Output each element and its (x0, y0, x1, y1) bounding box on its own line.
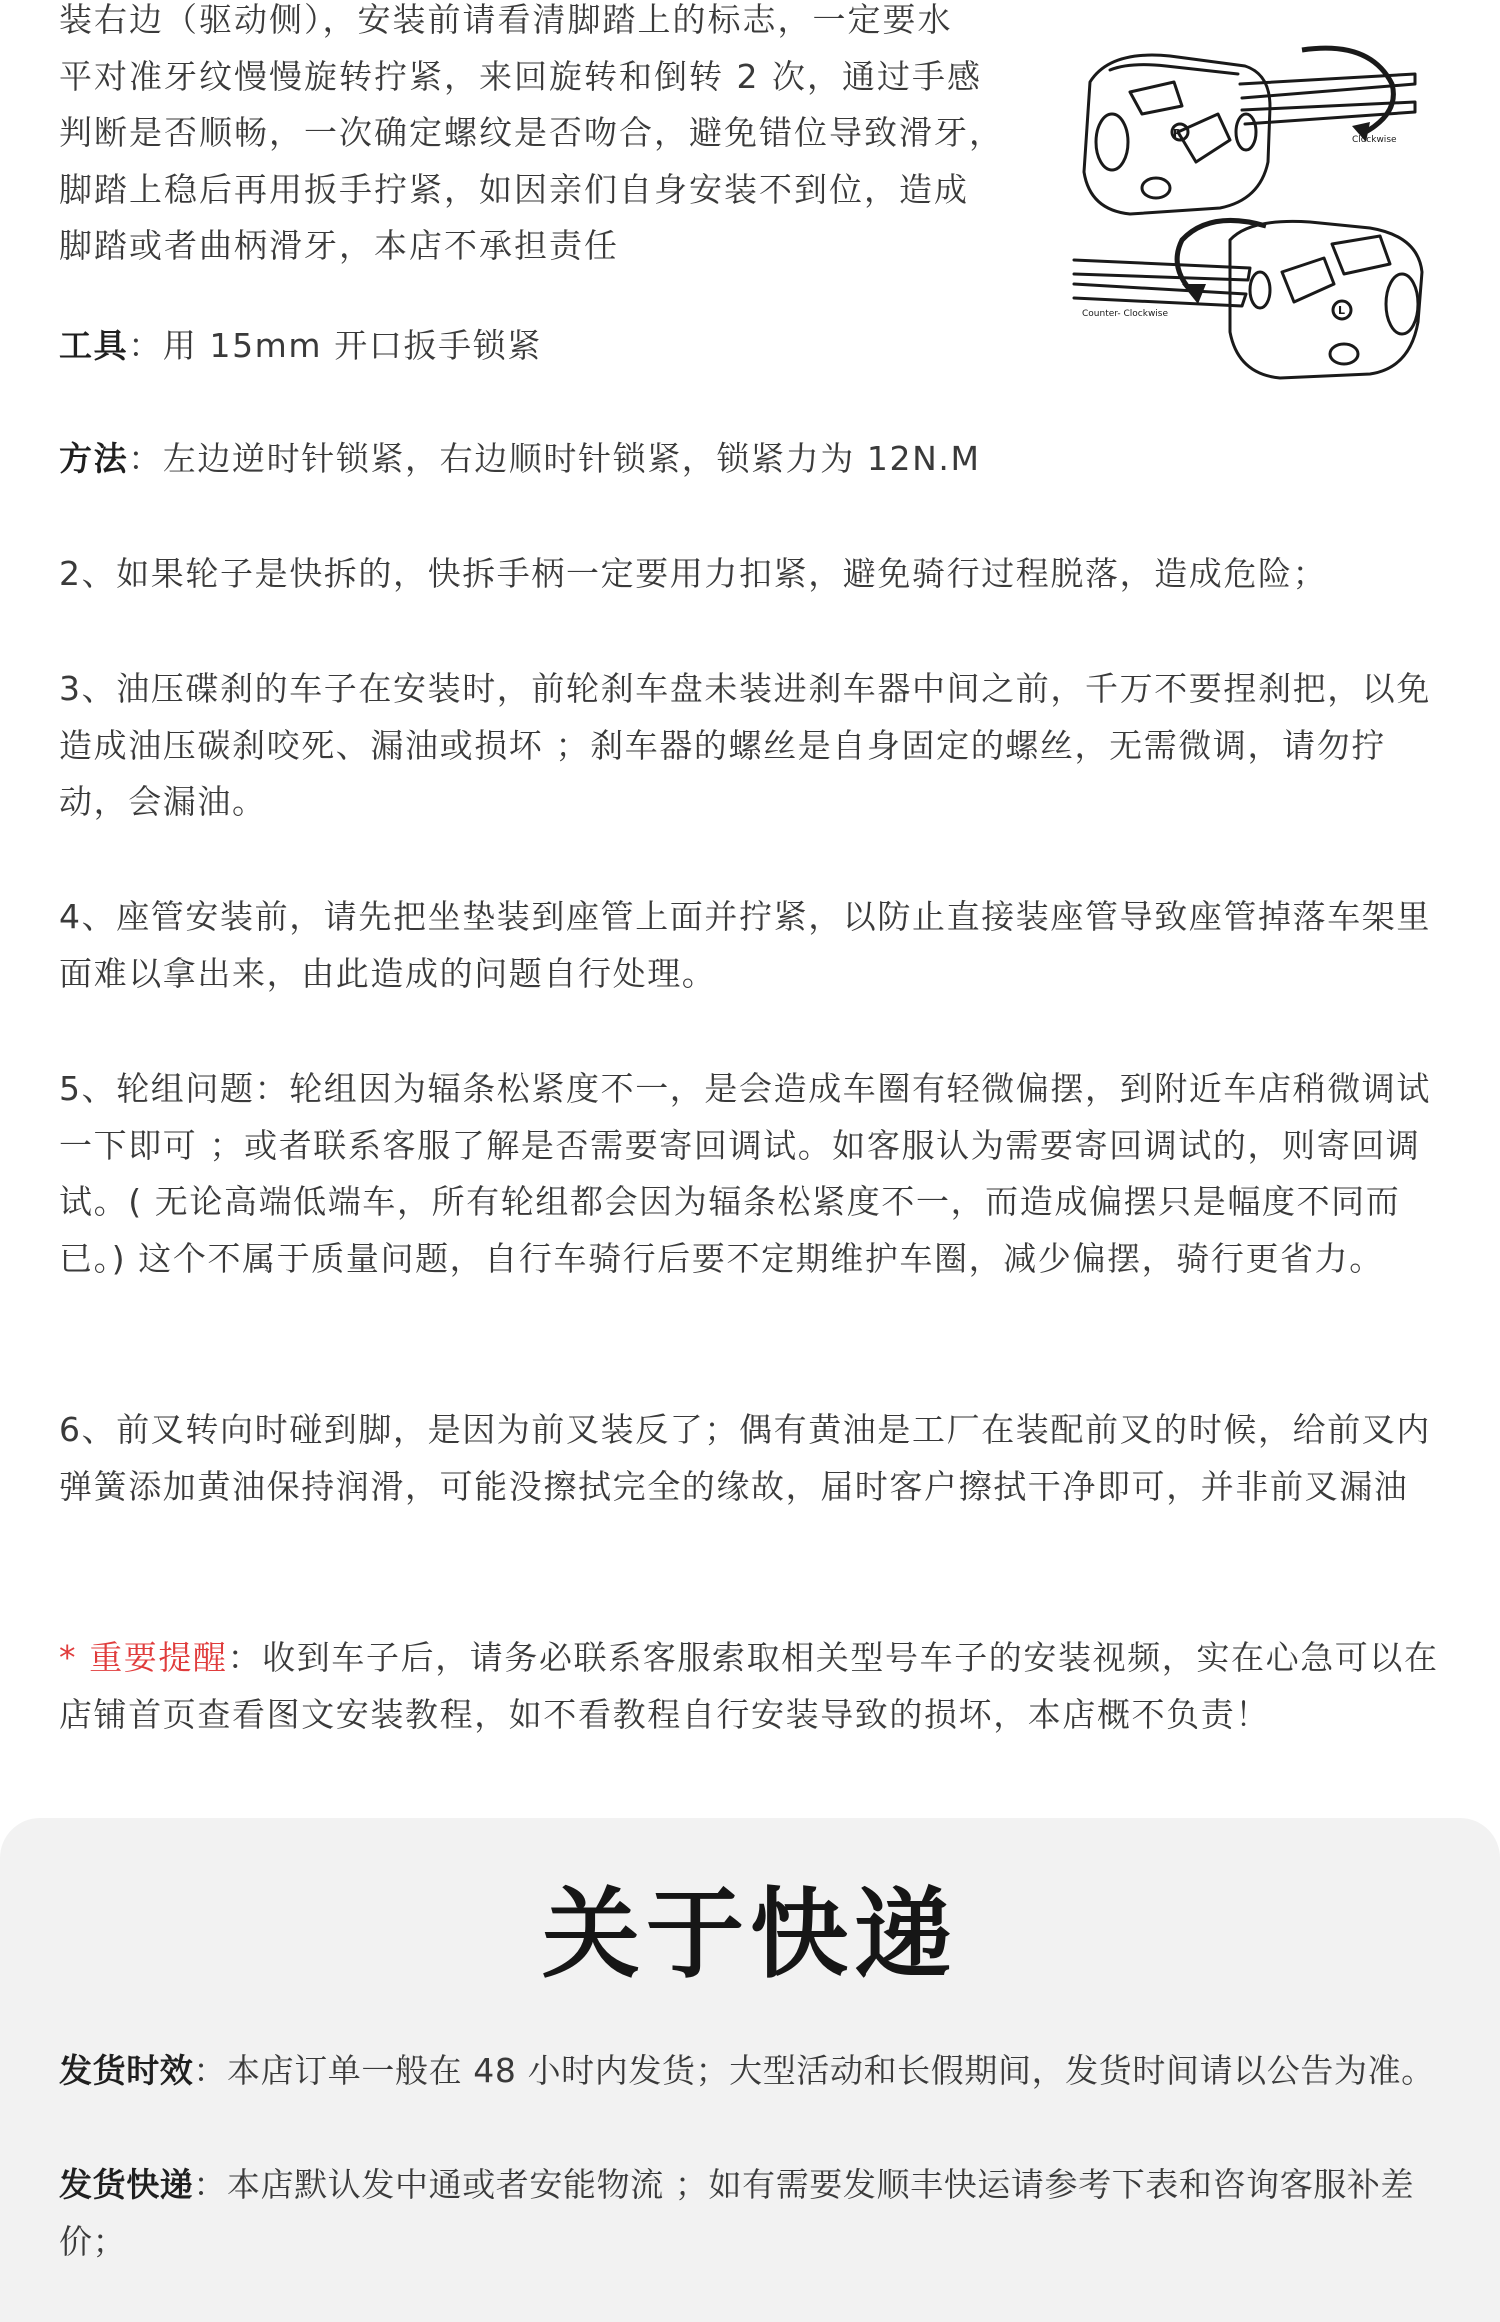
important-reminder (59, 1630, 1449, 1743)
counter-clockwise-arrowhead-icon (1182, 284, 1206, 304)
shipping-time-text: ：本店订单一般在 48 小时内发货；大型活动和长假期间，发货时间请以公告为准。 (193, 2051, 1435, 2090)
note-quick-release: 2、如果轮子是快拆的，快拆手柄一定要用力扣紧，避免骑行过程脱落，造成危险； (59, 554, 1328, 593)
tool-text: ：用 15mm 开口扳手锁紧 (128, 326, 542, 365)
note-seatpost: 4、座管安装前，请先把坐垫装到座管上面并拧紧，以防止直接装座管导致座管掉落车架里面难以拿出来，由此造成的问题自行处理。 (59, 897, 1431, 993)
note-front-fork: 6、前叉转向时碰到脚，是因为前叉装反了；偶有黄油是工厂在装配前叉的时候，给前叉内弹簧添加黄油保持润滑，可能没擦拭完全的缘故，届时客户擦拭干净即可，并非前叉漏油 (59, 1410, 1431, 1506)
reminder-text: ：收到车子后，请务必联系客服索取相关型号车子的安装视频，实在心急可以在店铺首页查看图文安装教程，如不看教程自行安装导致的损坏，本店概不负责！ (59, 1638, 1439, 1734)
pedal-install-instructions (59, 0, 1049, 275)
note-hydraulic-brake: 3、油压碟刹的车子在安装时，前轮刹车盘未装进刹车器中间之前，千万不要捏刹把，以免造成油压碳刹咬死、漏油或损坏 ；刹车器的螺丝是自身固定的螺丝，无需微调，请勿拧动，会漏油。 (59, 669, 1431, 821)
right-pedal-mark: R (1173, 127, 1182, 140)
note-wheelset: 5、轮组问题：轮组因为辐条松紧度不一，是会造成车圈有轻微偏摆，到附近车店稍微调试一下即可 ；或者联系客服了解是否需要寄回调试。如客服认为需要寄回调试的，则寄回调试。( 无论高端低端车，所有轮组都会因为辐条松紧度不一，而造成偏摆只是幅度不同而已。) 这个不属于质量问题，自行车骑行后要不定期维护车圈，减少偏摆，骑行更省力。 (59, 1069, 1431, 1278)
shipping-courier-text: ：本店默认发中通或者安能物流 ；如有需要发顺丰快运请参考下表和咨询客服补差价； (59, 2165, 1415, 2261)
shipping-courier-info (59, 2157, 1449, 2270)
method-instruction (59, 431, 1449, 488)
counter-clockwise-label: Counter- Clockwise (1082, 309, 1169, 319)
shipping-time-label: 发货时效 (59, 2051, 194, 2090)
instruction-line: 判断是否顺畅，一次确定螺纹是否吻合，避免错位导致滑牙， (59, 113, 1004, 152)
instruction-line: 脚踏或者曲柄滑牙，本店不承担责任 (59, 226, 619, 265)
reminder-label: * 重要提醒 (59, 1638, 228, 1677)
tool-instruction (59, 318, 1449, 375)
method-label: 方法 (59, 439, 129, 478)
shipping-time-info (59, 2043, 1449, 2100)
left-pedal-mark: L (1338, 304, 1346, 317)
method-text: ：左边逆时针锁紧，右边顺时针锁紧，锁紧力为 12N.M (128, 439, 981, 478)
counter-clockwise-arrow-icon (1177, 220, 1266, 294)
tool-label: 工具 (59, 326, 129, 365)
instruction-line: 脚踏上稳后再用扳手拧紧，如因亲们自身安装不到位，造成 (59, 169, 969, 209)
instruction-line: 平对准牙纹慢慢旋转拧紧，来回旋转和倒转 2 次，通过手感 (59, 56, 982, 96)
clockwise-label: Clockwise (1352, 135, 1397, 145)
shipping-courier-label: 发货快递 (59, 2165, 194, 2204)
instruction-line: 装右边（驱动侧），安装前请看清脚踏上的标志，一定要水 (59, 0, 953, 39)
shipping-title: 关于快递 (541, 1878, 958, 1992)
